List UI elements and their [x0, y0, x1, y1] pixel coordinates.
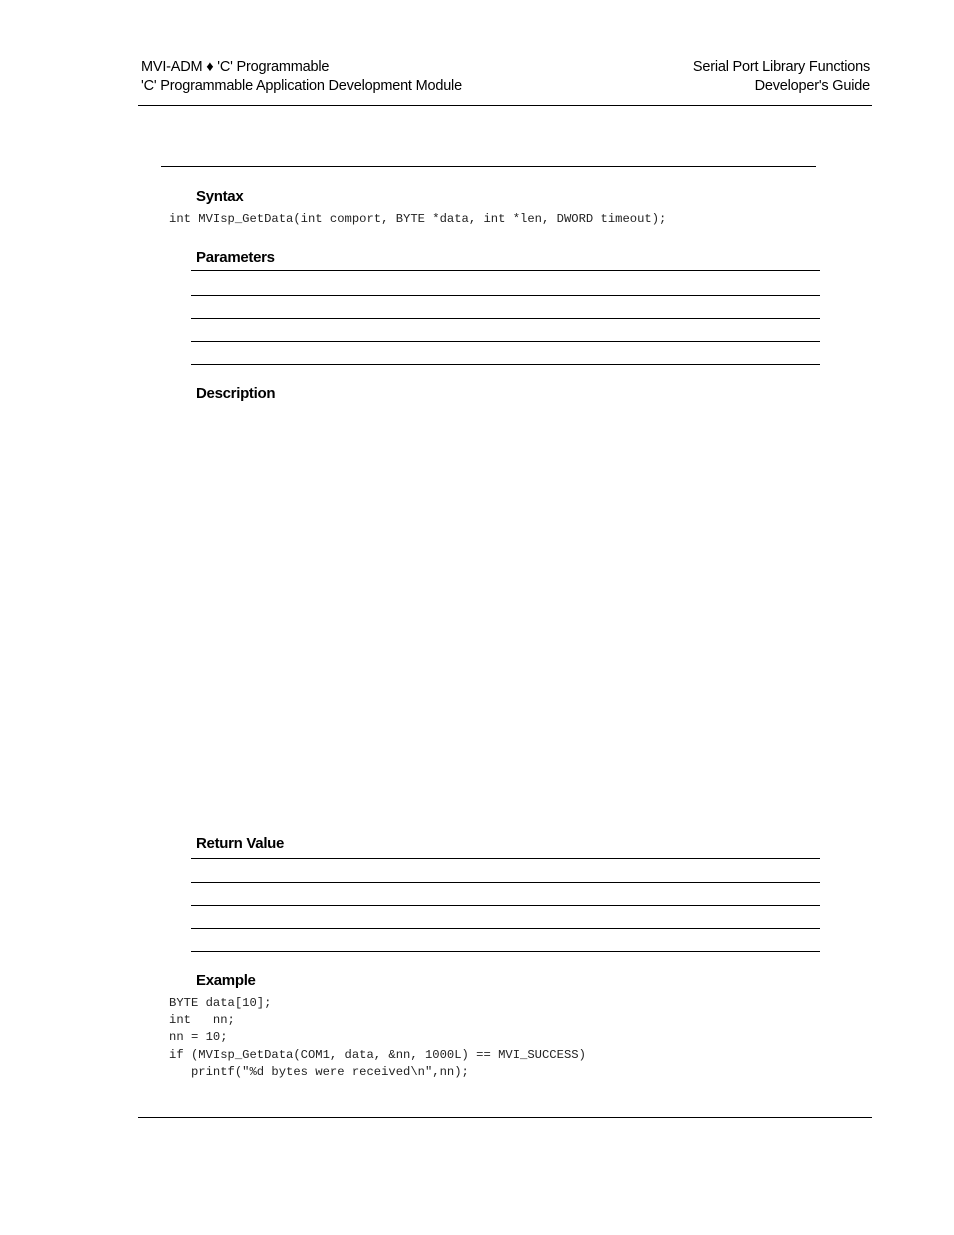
header-left: [141, 58, 462, 96]
table-rule: [191, 905, 820, 906]
header-chapter-title: Serial Port Library Functions: [692, 59, 870, 75]
example-heading: Example: [196, 972, 256, 989]
header-divider: [138, 105, 872, 106]
function-title-divider: [161, 166, 816, 167]
parameters-heading: Parameters: [196, 249, 275, 266]
description-heading: Description: [196, 385, 276, 402]
header-product-title: MVI-ADM ♦ 'C' Programmable: [141, 59, 330, 75]
return-value-heading: Return Value: [196, 835, 285, 852]
table-rule: [191, 882, 820, 883]
table-rule: [191, 270, 820, 271]
table-rule: [191, 318, 820, 319]
header-right: [693, 58, 870, 96]
footer-divider: [138, 1117, 872, 1118]
table-rule: [191, 928, 820, 929]
table-rule: [191, 364, 820, 365]
syntax-code: int MVIsp_GetData(int comport, BYTE *data, int *len, DWORD timeout);: [169, 212, 667, 226]
table-rule: [191, 858, 820, 859]
table-rule: [191, 295, 820, 296]
header-product-subtitle: 'C' Programmable Application Development Module: [141, 78, 462, 94]
syntax-heading: Syntax: [196, 188, 244, 205]
table-rule: [191, 341, 820, 342]
table-rule: [191, 951, 820, 952]
example-code: BYTE data[10]; int nn; nn = 10; if (MVIsp_GetData(COM1, data, &nn, 1000L) == MVI_SUCCESS) printf("%d bytes were received\n",nn);: [169, 996, 586, 1079]
header-guide-title: Developer's Guide: [754, 78, 870, 94]
